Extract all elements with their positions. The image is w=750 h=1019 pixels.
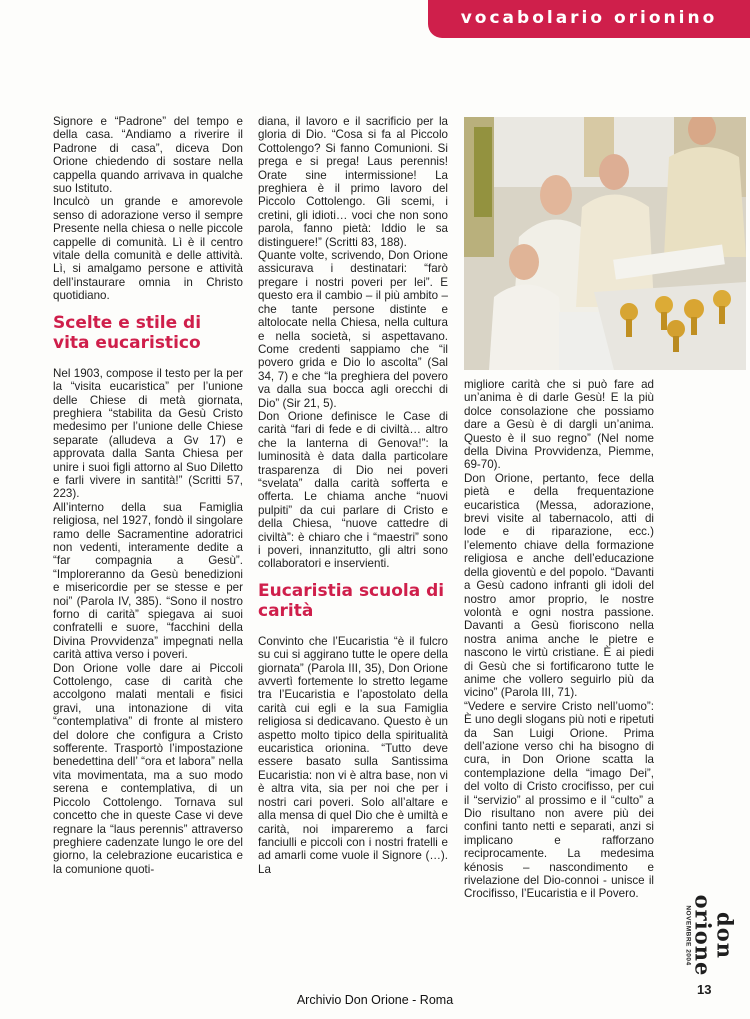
paragraph: Quante volte, scrivendo, Don Orione assicurava i destinatari: “farò pregare i nostri poveri per lei”. E questo era il cambio – il più ambito – che tante persone distinte e altolocate nella Chiesa, nella cultura e nella società, si aspettavano. Come credenti sappiamo che “il povero grida e Dio lo ascolta” (Sal 34, 7) e che “la preghiera del povero va dalla sua bocca agli orecchi di Dio” (Sir 21, 5). — [258, 249, 448, 410]
magazine-logo — [672, 870, 738, 977]
paragraph: Signore e “Padrone” del tempo e della casa. “Andiamo a riverire il Padrone di casa”, diceva Don Orione chiedendo di sostare nella cappella quando arrivava in qualche suo Istituto. — [53, 115, 243, 196]
photo-eucharist-celebration — [464, 117, 746, 370]
magazine-name: don orione — [690, 894, 738, 977]
paragraph: Don Orione volle dare ai Piccoli Cottolengo, case di carità che accolgono malati mentali e fisici gravi, una intonazione di vita “contemplativa” di fronte al mistero del dolore che configura a Cristo sofferente. Trasportò l’impostazione benedettina dell’ “ora et labora” nella vita movimentata, ma a suo modo serena e contemplativa, di un Piccolo Cottolengo. Tornava sul concetto che in queste Case vi deve regnare la “laus perennis” attraverso preghiere cadenzate lungo le ore del giorno, la celebrazione eucaristica e la comunione quoti- — [53, 661, 243, 876]
paragraph: All’interno della sua Famiglia religiosa, nel 1927, fondò il singolare ramo delle Sacramentine adoratrici non vedenti, interamente dedite a “far compagnia a Gesù”. “Imploreranno da Gesù benedizioni e misericordie per se stesse e per noi” (Parola IV, 385). “Sono il nostro forno di carità” spiegava ai suoi confratelli e suore, “facchini della Divina Provvidenza” impegnati nella carità attiva verso i poveri. — [53, 500, 243, 662]
paragraph: Convinto che l’Eucaristia “è il fulcro su cui si aggirano tutte le opere della giornata” (Parola III, 35), Don Orione avvertì fortemente lo stretto legame tra l’Eucaristia e l’apostolato della carità cui egli e la sua Famiglia religiosa si dedicavano. Questo è un aspetto molto tipico della spiritualità eucaristica orionina. “Tutto deve essere basato sulla Santissima Eucaristia: non vi è altra base, non vi è altra vita, sia per noi che per i nostri cari poveri. Solo all’altare e alla mensa di quel Dio che è umiltà e carità, noi impareremo a farci fanciulli e piccoli con i nostri fratelli e ad amarli come vuole il Signore (…). La — [258, 634, 448, 876]
section-header — [428, 0, 750, 38]
paragraph: migliore carità che si può fare ad un’anima è di darle Gesù! E la più dolce consolazione che possiamo dare a Gesù è di dargli un’anima. Questo è il suo regno” (Nel nome della Divina Provvidenza, Piemme, 69-70). — [464, 378, 654, 472]
column-3 — [464, 378, 654, 978]
paragraph: Inculcò un grande e amorevole senso di adorazione verso il sempre Presente nella chiesa o nelle piccole cappelle di comunità. Lì è il centro vitale della comunità e delle attività. Lì, si amalgamo persone e attività dell’instaurare omnia in Christo quotidiano. — [53, 195, 243, 303]
paragraph: diana, il lavoro e il sacrificio per la gloria di Dio. “Cosa si fa al Piccolo Cottolengo? Si fanno Comunioni. Si prega e si prega! Laus perennis! Orate sine intermissione! La preghiera è il primo lavoro del Piccolo Cottolengo. Gli scemi, i cretini, gli idioti… voci che non sono parola, fanno pietà: Iddio le sa distinguere!” (Scritti 83, 188). — [258, 115, 448, 249]
paragraph: Don Orione definisce le Case di carità “fari di fede e di civiltà… altro che la lanterna di Genova!”: la luminosità è data dalla particolare trasparenza di Dio nei poveri “svelata” dalla carità sofferta e offerta. Le chiama anche “nuovi pulpiti” da cui parlare di Cristo e della Chiesa, “nuove cattedre di civiltà”: è chiaro che i “maestri” sono i poveri, innanzitutto, gli altri sono collaboratori e inservienti. — [258, 409, 448, 571]
paragraph: Nel 1903, compose il testo per la per la “visita eucaristica” per l’unione delle Chiese di metà giornata, preghiera “stabilita da Gesù Cristo medesimo per l’unione delle Chiese separate (alludeva a Gv 17) e approvata dalla Santa Chiesa per unire i suoi figli attorno al Suo Diletto e farli vivere in santità!” (Scritti 57, 223). — [53, 366, 243, 501]
section-heading: Eucaristia scuola di carità — [258, 580, 445, 621]
section-heading: Scelte e stile di vita eucaristico — [53, 312, 202, 353]
section-title: vocabolario orionino — [460, 8, 718, 28]
page-number: 13 — [697, 982, 712, 997]
archive-credit: Archivio Don Orione - Roma — [296, 993, 454, 1007]
paragraph: Don Orione, pertanto, fece della pietà e della frequentazione eucaristica (Messa, adorazione, brevi visite al tabernacolo, atti di lode e di riparazione, ecc.) l’elemento chiave della formazione religiosa e anche dell’educazione della gioventù e del popolo. “Davanti a Gesù cadono infranti gli idoli del nostro amor proprio, le nostre volontà e ogni nostra passione. Davanti a Gesù fioriscono nella nostra anima anche le pietre e nascono le virtù cristiane. È ai piedi di Gesù che si fortificarono tutte le anime che vollero seguirlo più da vicino” (Parola III, 71). — [464, 471, 654, 700]
column-1 — [53, 115, 243, 987]
magazine-date: NOVEMBRE 2004 — [684, 905, 692, 966]
paragraph: “Vedere e servire Cristo nell’uomo”: È uno degli slogans più noti e ripetuti da San Luigi Orione. Prima dell’azione verso chi ha bisogno di cura, in Don Orione scatta la contemplazione della “imago Dei”, del volto di Cristo crocifisso, per cui il “servizio” al prossimo e il “culto” a Dio risultano non avere più dei confini tanto netti e separati, anzi si implicano e rafforzano reciprocamente. La medesima kénosis – nascondimento e rivelazione del Dio-connoi - unisce il Crocifisso, l’Eucaristia e il Povero. — [464, 699, 654, 901]
column-2 — [258, 115, 448, 987]
photo-illustration — [464, 117, 746, 370]
